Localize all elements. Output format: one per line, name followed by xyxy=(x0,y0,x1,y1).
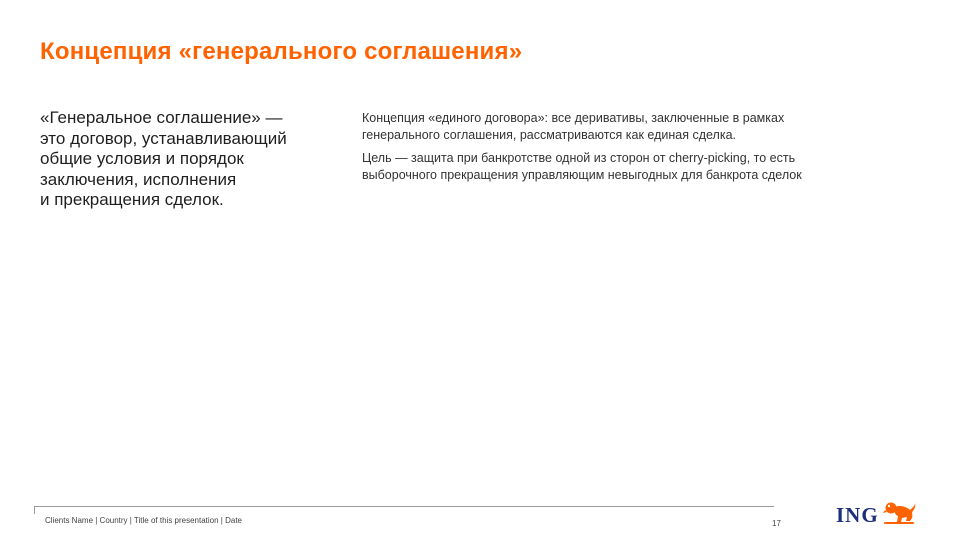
explanation-text xyxy=(362,110,902,190)
footer-divider xyxy=(34,506,774,507)
slide-title: Концепция «генерального соглашения» xyxy=(40,38,523,65)
paragraph-line: Цель — защита при банкротстве одной из сторон от cherry-picking, то есть xyxy=(362,151,796,165)
lion-icon xyxy=(882,501,916,530)
footer-text: Clients Name | Country | Title of this presentation | Date xyxy=(45,516,242,525)
definition-line: заключения, исполнения xyxy=(40,169,237,189)
footer-divider-tick xyxy=(34,506,35,514)
definition-line: это договор, устанавливающий xyxy=(40,128,287,148)
single-agreement-paragraph xyxy=(362,110,902,143)
definition-line: и прекращения сделок. xyxy=(40,190,224,209)
definition-line: общие условия и порядок xyxy=(40,149,244,168)
definition-text xyxy=(40,108,330,211)
paragraph-line: Концепция «единого договора»: все деривативы, заключенные в рамках xyxy=(362,111,785,125)
ing-logo xyxy=(836,500,916,530)
paragraph-line: генерального соглашения, рассматриваются как единая сделка. xyxy=(362,127,737,142)
paragraph-line: выборочного прекращения управляющим невыгодных для банкрота сделок xyxy=(362,167,802,182)
purpose-paragraph xyxy=(362,150,902,183)
page-number: 17 xyxy=(772,519,781,528)
logo-text: ING xyxy=(836,502,879,527)
definition-line: «Генеральное соглашение» — xyxy=(40,108,283,127)
